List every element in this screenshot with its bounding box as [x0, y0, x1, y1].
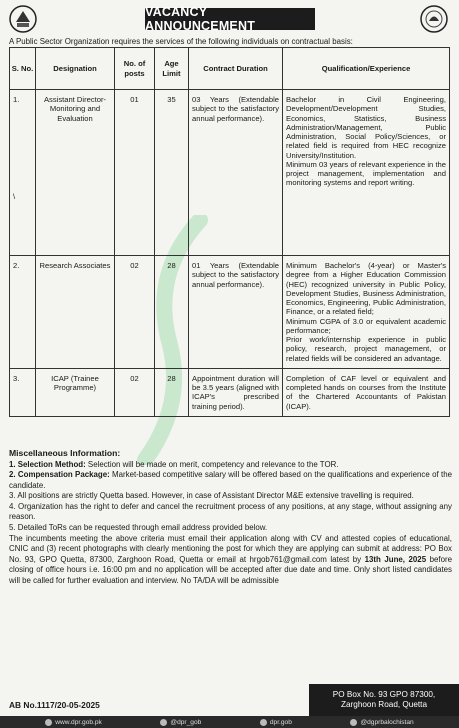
social-twitter[interactable]: @dpr_gob	[170, 718, 202, 726]
table-row: 1. \ Assistant Director-Monitoring and Evaluation 01 35 03 Years (Extendable subject to the satisfactory annual performance). Bachelor in Civil Engineering, Development/Development Studies, Economics, Statistics, Business Administration/Management, Public Administration, Social Policy/Sciences, or related field is required from HEC recognize University/Institution. Minimum 03 years of relevant experience in the project management, implementation and monitoring systems and report writing.	[10, 90, 450, 256]
header-designation: Designation	[36, 48, 115, 90]
closing-paragraph: The incumbents meeting the above criteria must email their application along with CV and attested copies of educational, CNIC and (3) recent photographs with clearly mentioning the post for which they are applying can submit at address: PO Box No. 93, GPO Quetta, 87300, Zarghoon Road, Quetta or email at hrgob761@gmail.com latest by 13th June, 2025 before closing of office hours i.e. 16:00 pm and no application will be accepted after due date and time. Only short listed candidates will be called for further evaluation and interview. No TA/DA will be admissible	[9, 533, 452, 586]
row-duration: 03 Years (Extendable subject to the satisfactory annual performance).	[189, 90, 283, 256]
table-header-row	[10, 48, 450, 90]
government-emblem-icon	[8, 4, 38, 34]
row-sno: 1.	[13, 95, 20, 104]
organization-seal-icon	[419, 4, 449, 34]
row-duration: 01 Years (Extendable subject to the satisfactory annual performance).	[189, 256, 283, 369]
address-box	[309, 684, 459, 716]
table-row	[10, 256, 450, 369]
ad-reference: AB No.1117/20-05-2025	[9, 700, 100, 710]
social-facebook[interactable]: dpr.gob	[269, 718, 292, 726]
header-age: Age Limit	[155, 48, 189, 90]
vacancy-table	[9, 47, 450, 417]
globe-icon	[45, 719, 52, 726]
row-qualification: Minimum Bachelor's (4-year) or Master's degree from a Higher Education Commission (HEC) recognized university in Public Policy, Development Studies, Business Administration, Economics, Engineering, Public Administration, Finance, or a related field;	[286, 261, 446, 317]
misc-item: 5. Detailed ToRs can be requested through email address provided below.	[9, 523, 268, 533]
row-posts: 02	[115, 368, 155, 416]
header-qualification: Qualification/Experience	[283, 48, 450, 90]
row-qualification: Completion of CAF level or equivalent and completed hands on courses from the Institute of the Chartered Accountants of Pakistan (ICAP).	[283, 368, 450, 416]
row-age: 28	[155, 368, 189, 416]
header-duration: Contract Duration	[189, 48, 283, 90]
intro-text: A Public Sector Organization requires the services of the following individuals on contractual basis:	[9, 37, 353, 46]
misc-item: 1. Selection Method: Selection will be made on merit, competency and relevance to the TOR.	[9, 459, 339, 469]
twitter-icon	[160, 719, 167, 726]
row-designation: ICAP (Trainee Programme)	[36, 368, 115, 416]
row-qualification: Bachelor in Civil Engineering, Development/Development Studies, Economics, Statistics, Business Administration/Management, Public Administration, Social Policy/Sciences, or related field is required from HEC recognize University/Institution.	[286, 95, 446, 160]
row-sno: 3.	[10, 368, 36, 416]
misc-item: 4. Organization has the right to defer and cancel the recruitment process of any positions, at any stage, without assigning any reason.	[9, 501, 452, 522]
instagram-icon	[350, 719, 357, 726]
row-age: 35	[155, 90, 189, 256]
row-experience: Minimum 03 years of relevant experience in the project management, implementation and monitoring systems and report writing.	[286, 159, 446, 188]
address-line: PO Box No. 93 GPO 87300,	[332, 689, 436, 699]
facebook-icon	[260, 719, 267, 726]
row-duration: Appointment duration will be 3.5 years (aligned with ICAP's prescribed training period).	[189, 368, 283, 416]
row-posts: 02	[115, 256, 155, 369]
social-instagram[interactable]: @dgprbalochistan	[360, 718, 414, 726]
row-cgpa: Minimum CGPA of 3.0 or equivalent academic performance;	[286, 316, 446, 335]
row-designation: Research Associates	[36, 256, 115, 369]
page-title: VACANCY ANNOUNCEMENT	[145, 8, 315, 30]
header-sno: S. No.	[10, 48, 36, 90]
address-line: Zarghoon Road, Quetta	[340, 700, 428, 709]
row-experience: Prior work/internship experience in public policy, research, project management, or related fields will be considered an advantage.	[286, 335, 446, 363]
table-row	[10, 368, 450, 416]
header-posts: No. of posts	[115, 48, 155, 90]
row-age: 28	[155, 256, 189, 369]
misc-section	[9, 448, 452, 587]
row-sno: 2.	[10, 256, 36, 369]
misc-item: 2. Compensation Package: Market-based competitive salary will be offered based on the qualifications and experience of the candidate.	[9, 470, 452, 490]
social-website[interactable]: www.dpr.gob.pk	[55, 718, 102, 726]
misc-title: Miscellaneous Information:	[9, 448, 121, 458]
deadline-date: 13th June, 2025	[364, 554, 427, 564]
row-posts: 01	[115, 90, 155, 256]
social-bar	[0, 716, 459, 728]
misc-item: 3. All positions are strictly Quetta based. However, in case of Assistant Director M&E extensive travelling is required.	[9, 491, 414, 501]
row-designation: Assistant Director-Monitoring and Evaluation	[36, 90, 115, 256]
